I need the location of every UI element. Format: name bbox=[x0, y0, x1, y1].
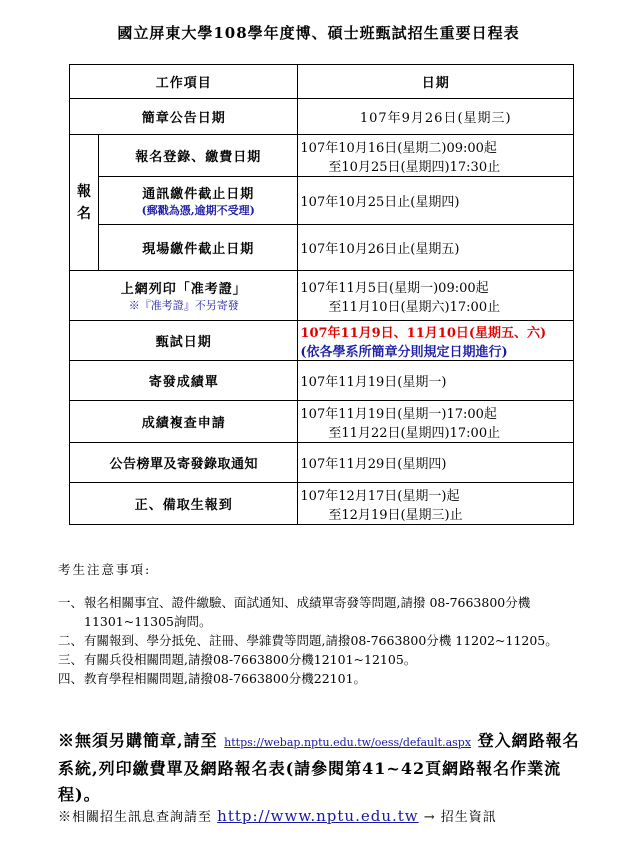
date-line: 107年11月5日(星期一)09:00起 bbox=[300, 280, 489, 296]
row-date: 107年10月25日止(星期四) bbox=[298, 177, 574, 225]
list-item-number: 四、 bbox=[58, 671, 84, 686]
footer-notice bbox=[58, 806, 497, 825]
footer-prefix: ※相關招生訊息查詢請至 bbox=[58, 810, 213, 825]
date-line: 至10月25日(星期四)17:30止 bbox=[328, 159, 501, 175]
table-row bbox=[70, 177, 574, 225]
date-line: 107年11月9日、11月10日(星期五、六) bbox=[300, 325, 547, 341]
row-date bbox=[298, 401, 574, 443]
group-label-char: 報 bbox=[77, 183, 91, 200]
row-item-note: (郵戳為憑,逾期不受理) bbox=[141, 204, 255, 217]
header-item: 工作項目 bbox=[70, 65, 298, 99]
list-item-number: 三、 bbox=[58, 652, 84, 667]
date-line: 至11月10日(星期六)17:00止 bbox=[328, 299, 501, 315]
table-row bbox=[70, 225, 574, 271]
university-website-link[interactable]: http://www.nptu.edu.tw bbox=[217, 807, 419, 825]
list-item bbox=[58, 593, 598, 631]
date-line: 至11月22日(星期四)17:00止 bbox=[328, 425, 501, 441]
important-notice bbox=[58, 728, 588, 808]
group-label-registration bbox=[70, 135, 99, 271]
row-item: 寄發成績單 bbox=[70, 361, 298, 401]
header-date: 日期 bbox=[298, 65, 574, 99]
row-item: 甄試日期 bbox=[70, 321, 298, 361]
row-item-label: 通訊繳件截止日期 bbox=[142, 187, 255, 202]
row-date bbox=[298, 271, 574, 321]
important-suffix: 登入網路報名系統,列印繳費單及網路報名表(請參閱第41~42頁網路報名作業流程)。 bbox=[58, 731, 580, 804]
notes-heading: 考生注意事項: bbox=[58, 562, 152, 577]
list-item-text: 有關報到、學分抵免、註冊、學雜費等問題,請撥08-7663800分機 11202~11205。 bbox=[84, 633, 558, 648]
row-item: 現場繳件截止日期 bbox=[99, 225, 298, 271]
registration-system-link[interactable]: https://webap.nptu.edu.tw/oess/default.aspx bbox=[224, 736, 472, 749]
date-line: 至12月19日(星期三)止 bbox=[328, 507, 463, 523]
table-row bbox=[70, 361, 574, 401]
date-line: 107年11月19日(星期一)17:00起 bbox=[300, 406, 497, 422]
row-item: 公告榜單及寄發錄取通知 bbox=[70, 443, 298, 483]
list-item bbox=[58, 669, 598, 688]
list-item bbox=[58, 631, 598, 650]
table-row bbox=[70, 135, 574, 177]
table-row bbox=[70, 443, 574, 483]
row-date: 107年9月26日(星期三) bbox=[298, 99, 574, 135]
important-prefix: ※無須另購簡章,請至 bbox=[58, 731, 218, 750]
row-item: 簡章公告日期 bbox=[70, 99, 298, 135]
list-item-number: 一、 bbox=[58, 595, 84, 610]
row-date: 107年11月19日(星期一) bbox=[298, 361, 574, 401]
list-item bbox=[58, 650, 598, 669]
list-item-text: 報名相關事宜、證件繳驗、面試通知、成績單寄發等問題,請撥 08-7663800分機11301~11305詢問。 bbox=[84, 595, 531, 629]
row-item: 正、備取生報到 bbox=[70, 483, 298, 525]
row-date bbox=[298, 483, 574, 525]
group-label-char: 名 bbox=[77, 205, 91, 222]
list-item-number: 二、 bbox=[58, 633, 84, 648]
notes-section bbox=[58, 560, 598, 688]
list-item-text: 教育學程相關問題,請撥08-7663800分機22101。 bbox=[84, 671, 367, 686]
row-date: 107年11月29日(星期四) bbox=[298, 443, 574, 483]
date-line: 107年12月17日(星期一)起 bbox=[300, 488, 460, 504]
row-item-label: 上網列印「准考證」 bbox=[120, 282, 247, 297]
schedule-table bbox=[69, 64, 574, 525]
row-date bbox=[298, 321, 574, 361]
table-row bbox=[70, 401, 574, 443]
page-title: 國立屏東大學108學年度博、碩士班甄試招生重要日程表 bbox=[117, 24, 520, 42]
row-item: 成績複查申請 bbox=[70, 401, 298, 443]
row-date: 107年10月26日止(星期五) bbox=[298, 225, 574, 271]
row-item bbox=[99, 177, 298, 225]
row-item: 報名登錄、繳費日期 bbox=[99, 135, 298, 177]
row-item bbox=[70, 271, 298, 321]
table-row bbox=[70, 271, 574, 321]
date-line: 107年10月16日(星期二)09:00起 bbox=[300, 140, 497, 156]
row-date bbox=[298, 135, 574, 177]
table-row bbox=[70, 99, 574, 135]
table-header-row bbox=[70, 65, 574, 99]
table-row bbox=[70, 483, 574, 525]
row-item-note: ※『准考證』不另寄發 bbox=[128, 299, 239, 312]
date-line: (依各學系所簡章分則規定日期進行) bbox=[300, 344, 508, 360]
list-item-text: 有關兵役相關問題,請撥08-7663800分機12101~12105。 bbox=[84, 652, 417, 667]
table-row bbox=[70, 321, 574, 361]
footer-suffix: → 招生資訊 bbox=[423, 810, 497, 825]
